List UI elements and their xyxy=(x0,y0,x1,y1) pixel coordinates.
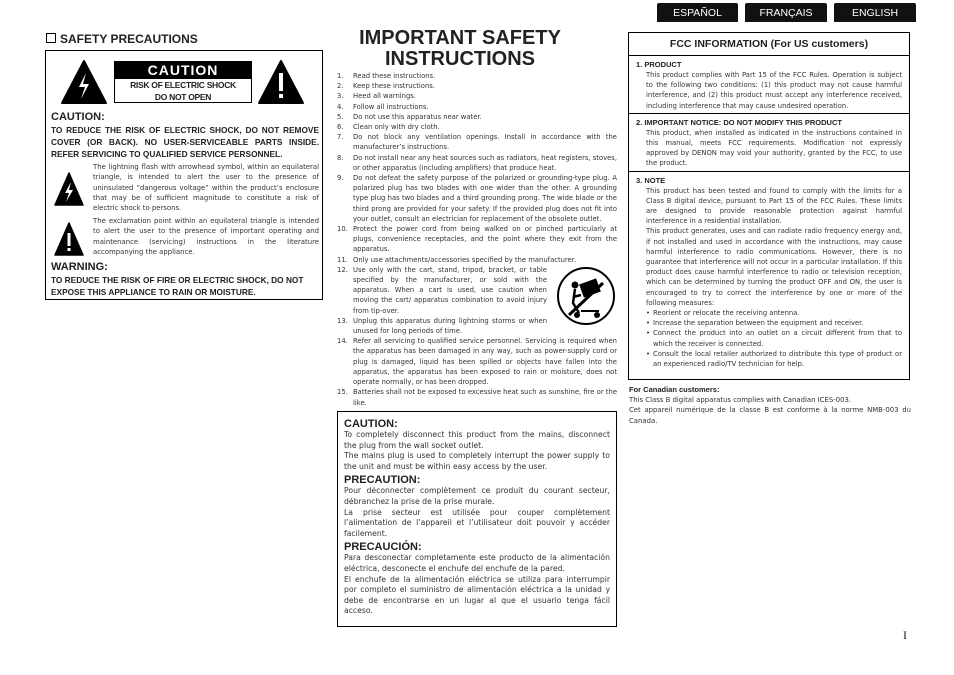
page-number: I xyxy=(903,628,907,642)
instruction-item xyxy=(337,132,617,152)
instruction-item xyxy=(337,173,617,224)
instruction-item xyxy=(337,224,617,255)
lightning-symbol-icon xyxy=(54,171,84,207)
instruction-item xyxy=(337,387,617,407)
instruction-item xyxy=(337,91,617,101)
section-title: SAFETY PRECAUTIONS xyxy=(46,32,198,46)
precaucion-heading: PRECAUCIÓN: xyxy=(344,541,422,554)
instruction-number: 14. xyxy=(337,337,348,346)
instruction-text: Do not defeat the safety purpose of the polarized or grounding-type plug. A polarized plug has two blades with one wider than the other. A grounding type plug has two blades and a third grounding prong. The wide blade or the third prong are provided for your safety. If the provided plug does not fit into your outlet, consult an electrician for replacement of the obsolete outlet. xyxy=(353,174,617,223)
measure-item: • Consult the local retailer authorized to distribute this type of product or an experienced radio/TV technician for help. xyxy=(646,349,902,369)
instruction-number: 4. xyxy=(337,102,344,111)
instruction-item xyxy=(337,255,617,265)
fcc-information-box xyxy=(628,32,910,380)
instruction-number: 11. xyxy=(337,255,348,264)
fcc-note-section: 3. NOTE This product has been tested and found to comply with the limits for a Class B digital device, pursuant to Part 15 of the FCC Rules. These limits are designed to provide reasonable protection against harmful interference in a residential installation. This product generates, uses and can radiate radio frequency energy and, if not installed and used in accordance with the instructions, may cause harmful interference to radio communications. However, there is no guarantee that interference will not occur in a particular installation. If this product does cause harmful interference to radio or television reception, which can be determined by turning the product OFF and ON, the user is encouraged to try to correct the interference by one or more of the following measures: • Reorient or relocate the receiving antenna. • Increase the separation between the equipment and receiver. • Connect the product into an outlet on a circuit different from that to which the receiver is connected. • Consult the local retailer authorized to distribute this type of product or an experienced radio/TV technician for help. xyxy=(629,172,909,372)
instruction-number: 13. xyxy=(337,316,348,325)
fcc-product-section: 1. PRODUCT This product complies with Part 15 of the FCC Rules. Operation is subject to the following two conditions: (1) this product may not cause harmful interference, and (2) this product must accept any interference received, including interference that may cause undesired operation. xyxy=(629,56,909,114)
measure-item: • Connect the product into an outlet on a circuit different from that to which the receiver is connected. xyxy=(646,328,902,348)
precaution-heading: PRECAUTION: xyxy=(344,474,421,487)
instruction-text: Do not block any ventilation openings. Install in accordance with the manufacturer’s instructions. xyxy=(353,133,617,152)
mains-caution-box: CAUTION: To completely disconnect this product from the mains, disconnect the plug from the wall socket outlet. The mains plug is used to completely interrupt the power supply to the unit and must be within easy access by the user. PRECAUTION: Pour déconnecter complètement ce produit du courant secteur, débranchez la prise de la prise murale. La prise secteur est utilisée pour couper complètement l’alimentation de l’appareil et l’utilisateur doit pouvoir y accéder facilement. PRECAUCIÓN: Para desconectar completamente este producto de la alimentación eléctrica, desconecte el enchufe del enchufe de la pared. El enchufe de la alimentación eléctrica se utiliza para interrumpir por completo el suministro de alimentación eléctrica a la unidad y debe de encontrarse en un lugar al que el usuario tenga fácil acceso. xyxy=(337,411,617,627)
canadian-customers: For Canadian customers: This Class B digital apparatus complies with Canadian ICES-003. Cet appareil numérique de la classe B est conforme à la norme NMB-003 du Canada. xyxy=(629,385,911,425)
instruction-number: 9. xyxy=(337,174,344,183)
box-caution-heading: CAUTION: xyxy=(344,418,398,430)
instruction-item xyxy=(337,112,617,122)
instruction-item xyxy=(337,153,617,173)
instruction-number: 3. xyxy=(337,92,344,101)
tab-francais[interactable]: FRANÇAIS xyxy=(745,3,827,22)
fcc-heading: FCC INFORMATION (For US customers) xyxy=(629,33,909,56)
instruction-text: Do not use this apparatus near water. xyxy=(353,112,482,121)
cart-tipover-icon xyxy=(557,265,615,327)
instruction-text: Heed all warnings. xyxy=(353,92,416,101)
instruction-item xyxy=(337,81,617,91)
instruction-number: 5. xyxy=(337,112,344,121)
checkbox-icon xyxy=(46,33,56,43)
instruction-number: 8. xyxy=(337,153,344,162)
instruction-text: Clean only with dry cloth. xyxy=(353,123,440,132)
safety-precautions-box xyxy=(45,50,323,300)
instruction-number: 10. xyxy=(337,225,348,234)
exclamation-symbol-icon xyxy=(54,221,84,257)
instruction-text: Read these instructions. xyxy=(353,72,436,80)
page-title: IMPORTANT SAFETY INSTRUCTIONS xyxy=(359,27,561,70)
instruction-text: Keep these instructions. xyxy=(353,82,435,91)
instruction-number: 1. xyxy=(337,72,344,80)
caution-heading: CAUTION: xyxy=(51,111,105,123)
lightning-description: The lightning flash with arrowhead symbol, within an equilateral triangle, is intended to alert the user to the presence of uninsulated “dangerous voltage” within the product’s enclosure that may be of sufficient magnitude to constitute a risk of electric shock to persons. xyxy=(93,163,319,213)
measures-list xyxy=(636,308,902,369)
lightning-warning-icon xyxy=(60,59,108,105)
exclamation-description: The exclamation point within an equilateral triangle is intended to alert the user to the presence of important operating and maintenance (servicing) instructions in the literature accompanying the appliance. xyxy=(93,217,319,256)
instruction-text: Refer all servicing to qualified service personnel. Servicing is required when the apparatus has been damaged in any way, such as power-supply cord or plug is damaged, liquid has been spilled or objects have fallen into the apparatus, the apparatus has been exposed to rain or moisture, does not operate normally, or has been dropped. xyxy=(353,337,617,387)
instructions-list xyxy=(337,71,617,408)
caution-text: TO REDUCE THE RISK OF ELECTRIC SHOCK, DO NOT REMOVE COVER (OR BACK). NO USER-SERVICEABLE PARTS INSIDE. REFER SERVICING TO QUALIFIED SERVICE PERSONNEL. xyxy=(51,125,319,159)
instruction-text: Use only with the cart, stand, tripod, bracket, or table specified by the manufacturer, or sold with the apparatus. When a cart is used, use caution when moving the cart/ apparatus combination to avoid injury from tip-over. xyxy=(353,265,547,315)
warning-heading: WARNING: xyxy=(51,261,108,273)
caution-banner: CAUTION RISK OF ELECTRIC SHOCK DO NOT OPEN xyxy=(114,61,252,103)
tab-english[interactable]: ENGLISH xyxy=(834,3,916,22)
instruction-text: Follow all instructions. xyxy=(353,102,429,111)
instruction-text: Batteries shall not be exposed to excessive heat such as sunshine, fire or the like. xyxy=(353,388,617,407)
instruction-text: Protect the power cord from being walked on or pinched particularly at plugs, convenience receptacles, and the point where they exit from the apparatus. xyxy=(353,225,617,254)
measure-item: • Increase the separation between the equipment and receiver. xyxy=(646,318,902,328)
measure-item: • Reorient or relocate the receiving antenna. xyxy=(646,308,902,318)
instruction-item xyxy=(337,102,617,112)
instruction-number: 7. xyxy=(337,133,344,142)
exclamation-warning-icon xyxy=(257,59,305,105)
instruction-number: 15. xyxy=(337,388,348,397)
instruction-item xyxy=(337,336,617,387)
tab-espanol[interactable]: ESPAÑOL xyxy=(657,3,738,22)
fcc-notice-section: 2. IMPORTANT NOTICE: DO NOT MODIFY THIS PRODUCT This product, when installed as indicated in the instructions contained in this manual, meets FCC requirements. Modification not expressly approved by DENON may void your authority, granted by the FCC, to use the product. xyxy=(629,114,909,172)
instruction-text: Only use attachments/accessories specified by the manufacturer. xyxy=(353,255,577,264)
instruction-number: 2. xyxy=(337,82,344,91)
instruction-text: Do not install near any heat sources such as radiators, heat registers, stoves, or other apparatus (including amplifiers) that produce heat. xyxy=(353,153,617,172)
instruction-text: Unplug this apparatus during lightning storms or when unused for long periods of time. xyxy=(353,316,547,336)
instruction-item xyxy=(337,71,617,81)
warning-text: TO REDUCE THE RISK OF FIRE OR ELECTRIC SHOCK, DO NOT EXPOSE THIS APPLIANCE TO RAIN OR MOISTURE. xyxy=(51,275,304,297)
instruction-number: 12. xyxy=(337,265,348,274)
instruction-item xyxy=(337,122,617,132)
instruction-number: 6. xyxy=(337,123,344,132)
